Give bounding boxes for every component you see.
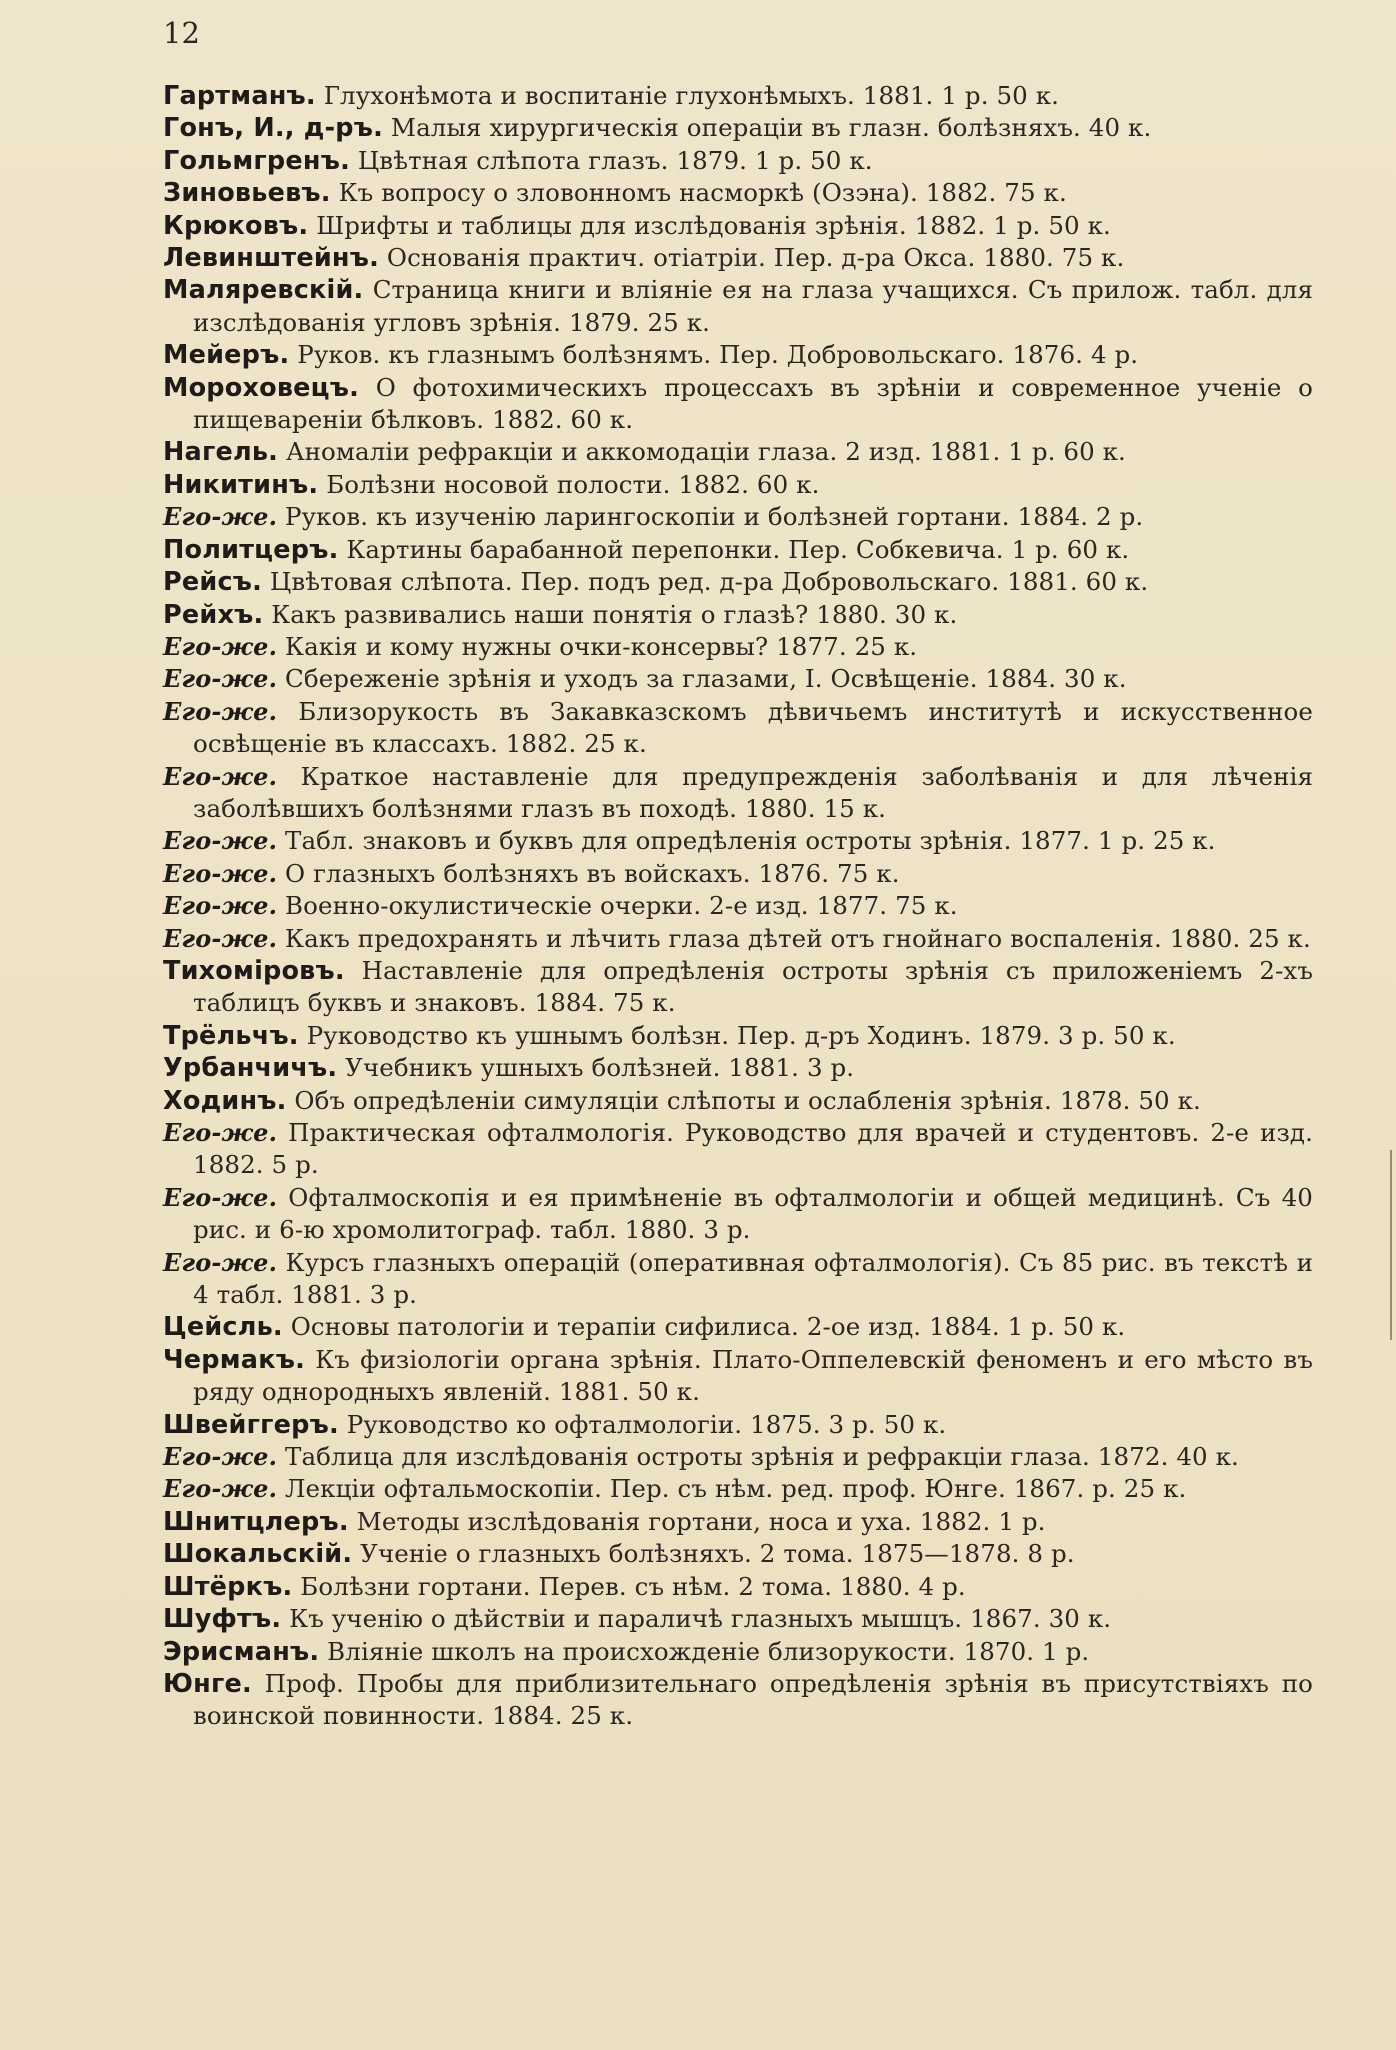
bibliography-entry <box>163 1020 1313 1052</box>
entry-author: Шуфтъ. <box>163 1604 282 1635</box>
entry-author: Политцеръ. <box>163 534 339 565</box>
entry-author: Его-же. <box>163 858 278 888</box>
bibliography-entry <box>163 177 1313 209</box>
entry-author: Его-же. <box>163 664 278 694</box>
entry-author: Урбанчичъ. <box>163 1053 338 1084</box>
bibliography-entry <box>163 1636 1313 1668</box>
entry-author: Его-же. <box>163 502 278 532</box>
bibliography-entry <box>163 112 1313 144</box>
entry-text: Какъ развивались наши понятія о глазѣ? 1880. 30 к. <box>271 599 958 629</box>
entry-text: Основанія практич. отіатріи. Пер. д-ра Окса. 1880. 75 к. <box>386 243 1125 273</box>
entry-author: Его-же. <box>163 826 278 856</box>
entry-author: Маляревскій. <box>163 275 364 306</box>
entry-text: Проф. Пробы для приблизительнаго опредѣленія зрѣнія въ присутствіяхъ по воинской повинности. 1884. 25 к. <box>193 1668 1313 1731</box>
entry-author: Гартманъ. <box>163 81 316 111</box>
bibliography-entry <box>163 534 1313 566</box>
bibliography-entry <box>163 631 1313 663</box>
entry-author: Чермакъ. <box>163 1344 305 1375</box>
bibliography-entry <box>163 890 1313 922</box>
margin-mark <box>1390 1150 1392 1340</box>
bibliography-entry <box>163 761 1313 826</box>
entry-text: Объ опредѣленіи симуляціи слѣпоты и ослабленія зрѣнія. 1878. 50 к. <box>294 1085 1201 1115</box>
bibliography-entry <box>163 436 1313 468</box>
bibliography-entry <box>163 1052 1313 1084</box>
entry-author: Его-же. <box>163 1474 278 1504</box>
entry-author: Его-же. <box>163 631 278 661</box>
entry-author: Гонъ, И., д-ръ. <box>163 113 383 144</box>
entry-text: Методы изслѣдованія гортани, носа и уха. 1882. 1 р. <box>356 1506 1046 1536</box>
entry-author: Шнитцлеръ. <box>163 1506 349 1537</box>
bibliography-entry <box>163 372 1313 437</box>
bibliography-entry <box>163 1506 1313 1538</box>
entry-text: Основы патологіи и терапіи сифилиса. 2-ое изд. 1884. 1 р. 50 к. <box>290 1312 1126 1342</box>
entry-text: Какъ предохранять и лѣчить глаза дѣтей отъ гнойнаго воспаленія. 1880. 25 к. <box>285 923 1311 953</box>
entry-text: О глазныхъ болѣзняхъ въ войскахъ. 1876. 75 к. <box>285 858 900 888</box>
bibliography-entry <box>163 663 1313 695</box>
entry-author: Зиновьевъ. <box>163 178 331 209</box>
bibliography-entry <box>163 469 1313 501</box>
entry-text: Лекціи офтальмоскопіи. Пер. съ нѣм. ред. проф. Юнге. 1867. р. 25 к. <box>285 1474 1187 1504</box>
bibliography-entry <box>163 955 1313 1020</box>
entry-text: Цвѣтная слѣпота глазъ. 1879. 1 р. 50 к. <box>357 145 873 175</box>
entry-author: Цейсль. <box>163 1312 283 1343</box>
entry-text: Руководство ко офталмологіи. 1875. 3 р. 50 к. <box>346 1409 947 1439</box>
entry-text: Практическая офталмологія. Руководство для врачей и студентовъ. 2-е изд. 1882. 5 р. <box>193 1118 1314 1180</box>
entry-text: Глухонѣмота и воспитаніе глухонѣмыхъ. 1881. 1 р. 50 к. <box>323 81 1060 110</box>
entry-text: Офталмоскопія и ея примѣненіе въ офталмологіи и общей медицинѣ. Съ 40 рис. и 6-ю хромолитограф. табл. 1880. 3 р. <box>193 1182 1313 1245</box>
entry-author: Мороховецъ. <box>163 372 360 403</box>
entry-author: Шокальскій. <box>163 1539 353 1570</box>
entry-author: Его-же. <box>163 1442 278 1472</box>
entry-text: Къ вопросу о зловонномъ насморкѣ (Озэна). 1882. 75 к. <box>338 178 1067 208</box>
bibliography-entry <box>163 242 1313 274</box>
entry-author: Трёльчъ. <box>163 1020 299 1051</box>
entry-author: Его-же. <box>163 696 278 726</box>
entry-text: Цвѣтовая слѣпота. Пер. подъ ред. д-ра Добровольскаго. 1881. 60 к. <box>269 567 1149 597</box>
bibliography-entry <box>163 858 1313 890</box>
entry-text: Болѣзни гортани. Перев. съ нѣм. 2 тома. 1880. 4 р. <box>300 1571 966 1601</box>
entry-author: Левинштейнъ. <box>163 243 379 274</box>
bibliography-entry <box>163 1538 1313 1570</box>
entry-text: О фотохимическихъ процессахъ въ зрѣніи и современное ученіе о пищевареніи бѣлковъ. 1882. 60 к. <box>193 372 1313 435</box>
entry-author: Ходинъ. <box>163 1085 287 1116</box>
bibliography-entry <box>163 501 1313 533</box>
entry-text: Какія и кому нужны очки-консервы? 1877. 25 к. <box>285 631 918 661</box>
bibliography-entry <box>163 566 1313 598</box>
entry-text: Наставленіе для опредѣленія остроты зрѣнія съ приложеніемъ 2-хъ таблицъ буквъ и знаковъ. 1884. 75 к. <box>193 955 1314 1018</box>
bibliography-entry <box>163 1603 1313 1635</box>
entry-text: Близорукость въ Закавказскомъ дѣвичьемъ институтѣ и искусственное освѣщеніе въ классахъ. 1882. 25 к. <box>193 696 1313 759</box>
entry-text: Руководство къ ушнымъ болѣзн. Пер. д-ръ Ходинъ. 1879. 3 р. 50 к. <box>306 1020 1176 1050</box>
entry-author: Нагель. <box>163 437 279 468</box>
entry-text: Ученіе о глазныхъ болѣзняхъ. 2 тома. 1875—1878. 8 р. <box>360 1539 1075 1569</box>
entry-author: Никитинъ. <box>163 469 319 500</box>
entry-text: Табл. знаковъ и буквъ для опредѣленія остроты зрѣнія. 1877. 1 р. 25 к. <box>285 826 1216 856</box>
entry-text: Сбереженіе зрѣнія и уходъ за глазами, I. Освѣщеніе. 1884. 30 к. <box>285 664 1127 694</box>
entry-text: Руков. къ изученію ларингоскопіи и болѣзней гортани. 1884. 2 р. <box>285 502 1144 532</box>
bibliography-entry <box>163 599 1313 631</box>
bibliography-entry <box>163 1668 1313 1733</box>
entry-author: Штёркъ. <box>163 1571 293 1602</box>
entry-author: Его-же. <box>163 1118 278 1147</box>
entry-author: Его-же. <box>163 891 278 921</box>
bibliography-entry <box>163 1085 1313 1117</box>
bibliography-entry <box>163 1409 1313 1441</box>
bibliography-entry <box>163 1344 1313 1409</box>
entry-text: Малыя хирургическія операціи въ глазн. болѣзняхъ. 40 к. <box>390 113 1152 143</box>
entry-text: Къ физіологіи органа зрѣнія. Плато-Оппелевскій феноменъ и его мѣсто въ ряду однородныхъ явленій. 1881. 50 к. <box>193 1344 1314 1407</box>
entry-author: Его-же. <box>163 1247 278 1277</box>
entry-text: Курсъ глазныхъ операцій (оперативная офталмологія). Съ 85 рис. въ текстѣ и 4 табл. 1881. 3 р. <box>193 1247 1314 1310</box>
entry-author: Мейеръ. <box>163 340 290 371</box>
entry-author: Юнге. <box>163 1668 252 1699</box>
entry-text: Таблица для изслѣдованія остроты зрѣнія и рефракціи глаза. 1872. 40 к. <box>285 1442 1239 1472</box>
bibliography-entry <box>163 339 1313 371</box>
entry-text: Аномаліи рефракціи и аккомодаціи глаза. 2 изд. 1881. 1 р. 60 к. <box>285 437 1126 467</box>
bibliography-list <box>163 80 1313 1733</box>
bibliography-entry <box>163 1571 1313 1603</box>
entry-text: Военно-окулистическіе очерки. 2-е изд. 1877. 75 к. <box>285 891 958 921</box>
entry-author: Швейггеръ. <box>163 1409 339 1440</box>
bibliography-entry <box>163 696 1313 761</box>
bibliography-entry <box>163 1441 1313 1473</box>
entry-author: Тихоміровъ. <box>163 955 345 986</box>
entry-text: Къ ученію о дѣйствіи и параличѣ глазныхъ мышцъ. 1867. 30 к. <box>289 1604 1112 1634</box>
bibliography-entry <box>163 825 1313 857</box>
entry-text: Учебникъ ушныхъ болѣзней. 1881. 3 р. <box>345 1053 855 1083</box>
bibliography-entry <box>163 1182 1313 1247</box>
bibliography-entry <box>163 80 1313 112</box>
entry-author: Рейхъ. <box>163 599 264 630</box>
entry-author: Крюковъ. <box>163 210 309 241</box>
entry-text: Болѣзни носовой полости. 1882. 60 к. <box>326 469 820 499</box>
bibliography-entry <box>163 1473 1313 1505</box>
bibliography-entry <box>163 1117 1313 1182</box>
entry-text: Шрифты и таблицы для изслѣдованія зрѣнія. 1882. 1 р. 50 к. <box>316 210 1111 240</box>
entry-author: Его-же. <box>163 923 278 953</box>
entry-text: Руков. къ глазнымъ болѣзнямъ. Пер. Добровольскаго. 1876. 4 р. <box>297 340 1139 370</box>
entry-author: Гольмгренъ. <box>163 145 350 176</box>
entry-author: Эрисманъ. <box>163 1636 320 1667</box>
entry-author: Его-же. <box>163 1182 278 1212</box>
bibliography-entry <box>163 145 1313 177</box>
entry-text: Страница книги и вліяніе ея на глаза учащихся. Съ прилож. табл. для изслѣдованія угловъ зрѣнія. 1879. 25 к. <box>193 275 1313 337</box>
bibliography-entry <box>163 1247 1313 1312</box>
entry-text: Вліяніе школъ на происхожденіе близорукости. 1870. 1 р. <box>327 1636 1090 1666</box>
entry-text: Краткое наставленіе для предупрежденія заболѣванія и для лѣченія заболѣвшихъ болѣзнями глазъ въ походѣ. 1880. 15 к. <box>193 761 1313 823</box>
entry-author: Рейсъ. <box>163 567 263 598</box>
bibliography-entry <box>163 923 1313 955</box>
bibliography-entry <box>163 1311 1313 1343</box>
bibliography-entry <box>163 274 1313 339</box>
entry-text: Картины барабанной перепонки. Пер. Собкевича. 1 р. 60 к. <box>346 534 1130 564</box>
entry-author: Его-же. <box>163 761 278 791</box>
bibliography-entry <box>163 210 1313 242</box>
page-number: 12 <box>163 16 200 50</box>
